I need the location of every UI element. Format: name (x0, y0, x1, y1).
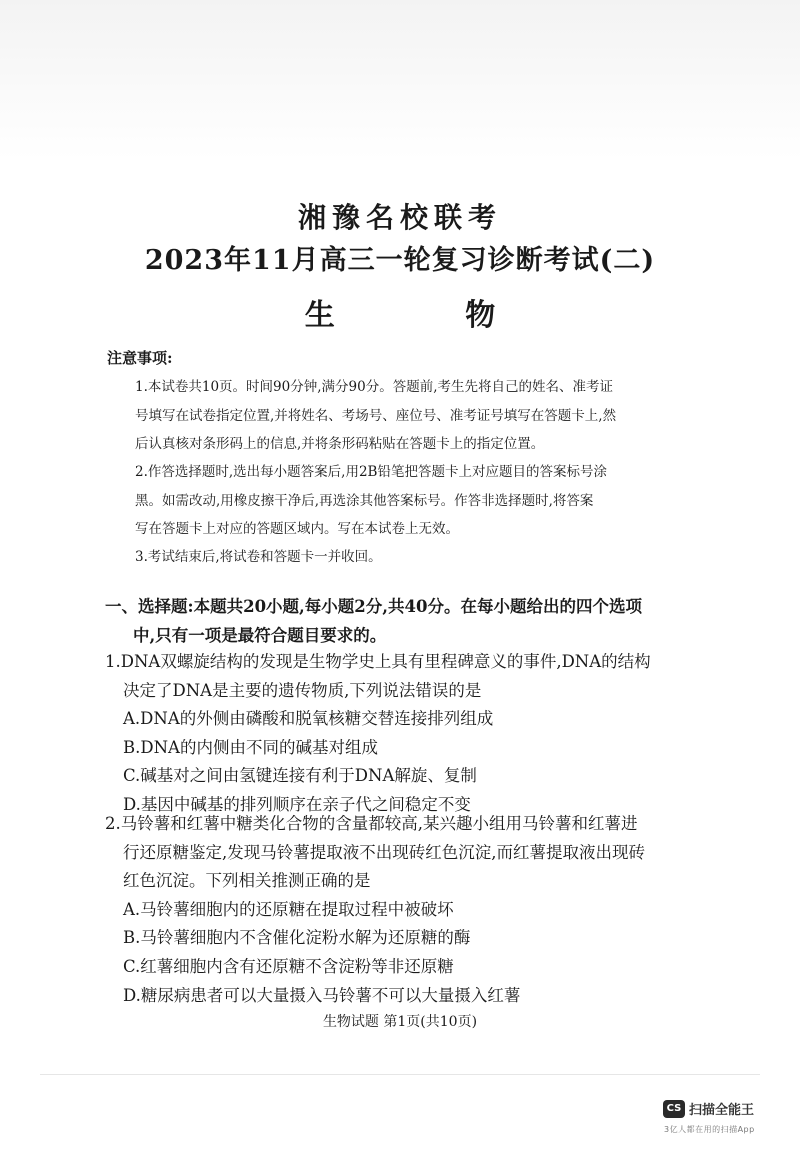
option-a: A.马铃薯细胞内的还原糖在提取过程中被破坏 (123, 899, 454, 919)
exam-org-title: 湘豫名校联考 (297, 201, 502, 234)
notice-line: 写在答题卡上对应的答题区域内。写在本试卷上无效。 (135, 521, 459, 537)
notice-line: 号填写在试卷指定位置,并将姓名、考场号、座位号、准考证号填写在答题卡上,然 (135, 407, 617, 424)
notice-item-3 (135, 543, 705, 572)
notice-line: 黑。如需改动,用橡皮擦干净后,再选涂其他答案标号。作答非选择题时,将答案 (135, 492, 594, 509)
scanner-badge (663, 1099, 754, 1118)
scanner-app-name: 扫描全能王 (689, 1103, 755, 1118)
question-stem-cont: 决定了DNA是主要的遗传物质,下列说法错误的是 (123, 680, 482, 700)
notice-item-1 (135, 373, 705, 459)
question-stem-cont: 行还原糖鉴定,发现马铃薯提取液不出现砖红色沉淀,而红薯提取液出现砖 (123, 842, 645, 862)
option-b: B.马铃薯细胞内不含催化淀粉水解为还原糖的酶 (123, 928, 471, 948)
question-1 (105, 648, 705, 820)
exam-title: 2023年11月高三一轮复习诊断考试(二) (144, 245, 656, 276)
subject-title: 生 物 (304, 298, 556, 333)
notice-line: 后认真核对条形码上的信息,并将条形码粘贴在答题卡上的指定位置。 (135, 436, 545, 452)
page-footer: 生物试题 第1页(共10页) (322, 1014, 478, 1030)
notice-heading: 注意事项: (107, 349, 173, 367)
notice-line: 1.本试卷共10页。时间90分钟,满分90分。答题前,考生先将自己的姓名、准考证 (135, 379, 613, 395)
question-stem-cont: 红色沉淀。下列相关推测正确的是 (123, 871, 371, 891)
option-b: B.DNA的内侧由不同的碱基对组成 (123, 737, 378, 757)
option-c: C.红薯细胞内含有还原糖不含淀粉等非还原糖 (123, 956, 454, 976)
notice-item-2 (135, 458, 705, 544)
camscanner-icon: CS (663, 1100, 685, 1118)
question-2 (105, 810, 705, 1010)
divider (40, 1074, 760, 1075)
notice-line: 2.作答选择题时,选出每小题答案后,用2B铅笔把答题卡上对应题目的答案标号涂 (135, 464, 607, 480)
notice-line: 3.考试结束后,将试卷和答题卡一并收回。 (135, 549, 382, 565)
question-stem: 2.马铃薯和红薯中糖类化合物的含量都较高,某兴趣小组用马铃薯和红薯进 (105, 814, 638, 833)
scanner-tagline: 3亿人都在用的扫描App (664, 1125, 755, 1134)
section-heading (105, 592, 705, 650)
section-line-2: 中,只有一项是最符合题目要求的。 (133, 626, 387, 645)
option-a: A.DNA的外侧由磷酸和脱氧核糖交替连接排列组成 (123, 709, 494, 729)
scan-shading (0, 0, 800, 160)
option-d: D.糖尿病患者可以大量摄入马铃薯不可以大量摄入红薯 (123, 985, 521, 1005)
option-d: D.基因中碱基的排列顺序在亲子代之间稳定不变 (123, 794, 471, 814)
section-line-1: 一、选择题:本题共20小题,每小题2分,共40分。在每小题给出的四个选项 (105, 597, 642, 616)
option-c: C.碱基对之间由氢键连接有利于DNA解旋、复制 (123, 766, 477, 786)
question-stem: 1.DNA双螺旋结构的发现是生物学史上具有里程碑意义的事件,DNA的结构 (105, 652, 651, 671)
